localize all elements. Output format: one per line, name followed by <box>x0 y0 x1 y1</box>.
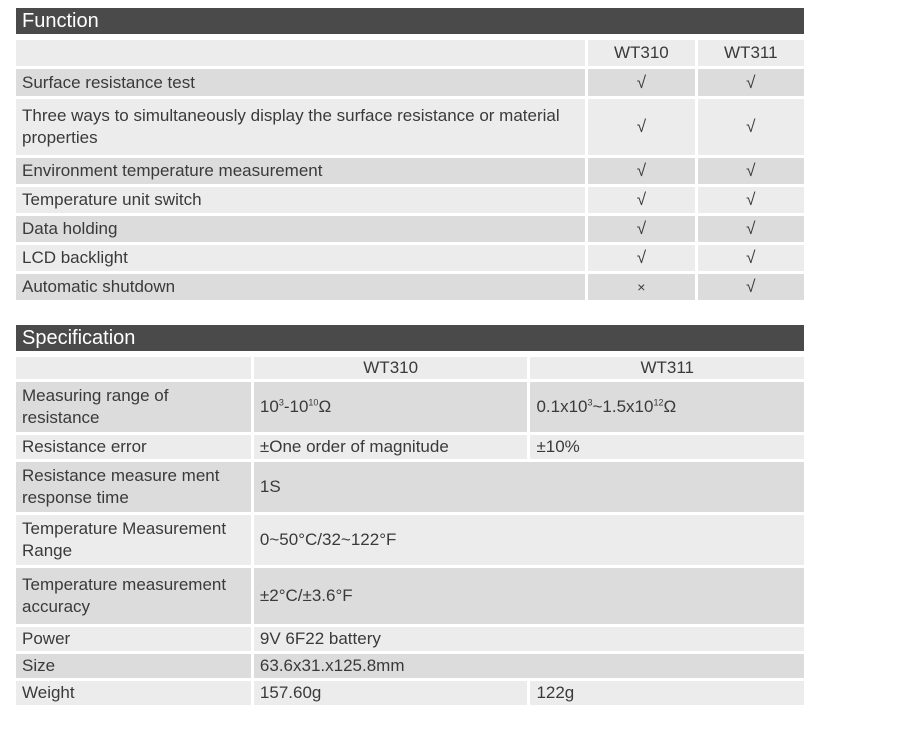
spec-col-wt311: WT311 <box>530 357 804 379</box>
function-row-label: Three ways to simultaneously display the surface resistance or material properties <box>16 99 585 155</box>
specification-table <box>13 354 807 708</box>
function-check-wt310: √ <box>588 245 694 271</box>
function-row-label: Surface resistance test <box>16 69 585 96</box>
spec-value-wt311: 122g <box>530 681 804 705</box>
function-check-wt310: √ <box>588 216 694 242</box>
function-check-wt311: √ <box>698 274 804 300</box>
function-col-wt310: WT310 <box>588 40 694 66</box>
spec-label: Temperature measurement accuracy <box>16 568 251 624</box>
function-row <box>16 187 804 213</box>
spec-row-size <box>16 654 804 678</box>
spec-label: Temperature Measurement Range <box>16 515 251 565</box>
spec-header-row <box>16 357 804 379</box>
spec-row-error <box>16 435 804 459</box>
spec-value-wt311: ±10% <box>530 435 804 459</box>
spec-value-wt310: ±One order of magnitude <box>254 435 528 459</box>
function-check-wt311: √ <box>698 69 804 96</box>
function-row <box>16 245 804 271</box>
function-row-label: Temperature unit switch <box>16 187 585 213</box>
function-check-wt311: √ <box>698 99 804 155</box>
spec-sheet <box>16 8 804 708</box>
spec-header-blank <box>16 357 251 379</box>
function-row-label: Environment temperature measurement <box>16 158 585 184</box>
function-row-label: Data holding <box>16 216 585 242</box>
spec-row-temp-range <box>16 515 804 565</box>
spec-value-wt310: $10^3-10^{10}\Omega$ <box>254 382 528 432</box>
spec-col-wt310: WT310 <box>254 357 528 379</box>
spec-row-range <box>16 382 804 432</box>
function-row <box>16 216 804 242</box>
function-check-wt311: √ <box>698 158 804 184</box>
spec-row-response <box>16 462 804 512</box>
function-check-wt310: √ <box>588 158 694 184</box>
spec-label: Power <box>16 627 251 651</box>
spec-value: ±2°C/±3.6°F <box>254 568 804 624</box>
spec-value-wt310: 157.60g <box>254 681 528 705</box>
spec-label: Resistance measure ment response time <box>16 462 251 512</box>
specification-section-title: Specification <box>16 325 804 351</box>
spec-label: Weight <box>16 681 251 705</box>
function-header-row <box>16 40 804 66</box>
spec-value-wt311: $0.1x10^3\sim 1.5x10^{12}\Omega$ <box>530 382 804 432</box>
function-check-wt311: √ <box>698 245 804 271</box>
spec-label: Measuring range of resistance <box>16 382 251 432</box>
function-table <box>13 37 807 303</box>
function-row <box>16 274 804 300</box>
function-row <box>16 69 804 96</box>
function-row <box>16 99 804 155</box>
function-row-label: Automatic shutdown <box>16 274 585 300</box>
function-cross-wt310: × <box>588 274 694 300</box>
spec-value: 9V 6F22 battery <box>254 627 804 651</box>
function-check-wt310: √ <box>588 187 694 213</box>
function-header-blank <box>16 40 585 66</box>
spec-row-temp-accuracy <box>16 568 804 624</box>
function-row <box>16 158 804 184</box>
function-check-wt310: √ <box>588 69 694 96</box>
function-check-wt311: √ <box>698 216 804 242</box>
spec-value: 63.6x31.x125.8mm <box>254 654 804 678</box>
spec-row-power <box>16 627 804 651</box>
spec-label: Resistance error <box>16 435 251 459</box>
function-check-wt311: √ <box>698 187 804 213</box>
spec-row-weight <box>16 681 804 705</box>
spec-value: 0~50°C/32~122°F <box>254 515 804 565</box>
function-check-wt310: √ <box>588 99 694 155</box>
spec-value: 1S <box>254 462 804 512</box>
function-section-title: Function <box>16 8 804 34</box>
spec-label: Size <box>16 654 251 678</box>
function-col-wt311: WT311 <box>698 40 804 66</box>
function-row-label: LCD backlight <box>16 245 585 271</box>
